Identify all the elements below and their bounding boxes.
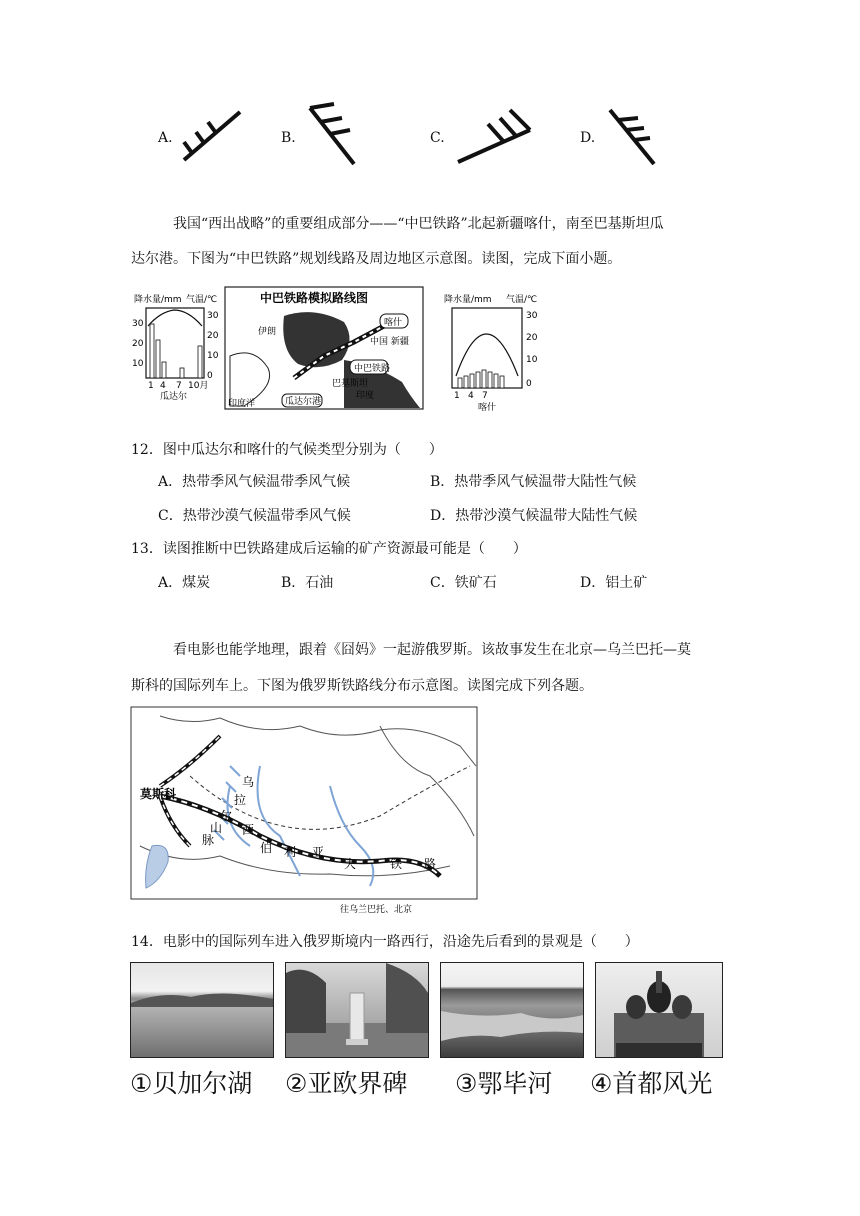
temp-label: 气温/℃ — [186, 295, 218, 305]
svg-text:利: 利 — [284, 845, 297, 859]
svg-text:7: 7 — [482, 391, 488, 401]
lake-baikal-photo — [130, 962, 274, 1058]
option-a-label: A. — [158, 130, 173, 146]
precip-label: 降水量/mm — [134, 295, 182, 305]
svg-text:0: 0 — [526, 379, 532, 389]
q12-option-d: D．热带沙漠气候温带大陆性气候 — [430, 508, 638, 524]
caption-3: ③鄂毕河 — [455, 1069, 553, 1098]
q12-stem: 12．图中瓜达尔和喀什的气候类型分别为（ ） — [131, 442, 443, 458]
svg-text:20: 20 — [526, 333, 538, 343]
q13-stem: 13．读图推断中巴铁路建成后运输的矿产资源最可能是（ ） — [131, 541, 527, 557]
kashgar-climate-chart — [442, 290, 542, 412]
gwadar-station-label: 瓜达尔 — [160, 392, 188, 400]
wind-barb-a-icon — [178, 104, 248, 168]
q13-option-d: D．铝土矿 — [580, 575, 648, 591]
svg-text:山: 山 — [210, 821, 223, 835]
svg-text:脉: 脉 — [202, 833, 215, 847]
svg-text:1: 1 — [454, 391, 460, 401]
svg-text:10: 10 — [526, 355, 538, 365]
option-d-label: D. — [580, 130, 596, 146]
moscow-cathedral-photo — [595, 962, 723, 1058]
wind-barb-c-icon — [452, 102, 536, 168]
q12-option-b: B．热带季风气候温带大陆性气候 — [430, 474, 637, 490]
map-title: 中巴铁路模拟路线图 — [260, 291, 369, 305]
ob-river-photo — [440, 962, 584, 1058]
svg-text:西: 西 — [242, 823, 255, 837]
svg-text:30: 30 — [207, 311, 219, 321]
passage1-line1: 我国“西出战略”的重要组成部分——“中巴铁路”北起新疆喀什，南至巴基斯坦瓜 — [173, 216, 664, 232]
svg-text:20: 20 — [132, 339, 144, 349]
svg-text:10: 10 — [132, 359, 144, 369]
moscow-label: 莫斯科 — [140, 787, 177, 801]
q12-option-c: C．热带沙漠气候温带季风气候 — [158, 508, 351, 524]
caption-2: ②亚欧界碑 — [285, 1069, 408, 1098]
svg-text:尔: 尔 — [220, 809, 233, 823]
passage2-line1: 看电影也能学地理，跟着《囧妈》一起游俄罗斯。该故事发生在北京—乌兰巴托—莫 — [173, 642, 691, 658]
svg-text:路: 路 — [424, 857, 437, 871]
svg-text:铁: 铁 — [390, 857, 403, 871]
svg-text:印度洋: 印度洋 — [228, 399, 256, 409]
passage2-line2: 斯科的国际列车上。下图为俄罗斯铁路线分布示意图。读图完成下列各题。 — [131, 678, 593, 694]
gwadar-climate-chart — [130, 290, 220, 400]
wind-barb-d-icon — [604, 104, 662, 168]
passage1-line2: 达尔港。下图为“中巴铁路”规划线路及周边地区示意图。读图，完成下面小题。 — [131, 251, 622, 267]
svg-text:瓜达尔港: 瓜达尔港 — [285, 397, 322, 407]
europe-asia-monument-photo — [285, 962, 429, 1058]
kashgar-station-label: 喀什 — [478, 403, 497, 412]
map-caption: 往乌兰巴托、北京 — [340, 905, 413, 915]
svg-text:1: 1 — [148, 381, 154, 391]
svg-text:大: 大 — [344, 857, 357, 871]
svg-text:拉: 拉 — [234, 793, 247, 807]
svg-text:10月: 10月 — [188, 381, 209, 391]
caption-1: ①贝加尔湖 — [130, 1069, 253, 1098]
caption-4: ④首都风光 — [590, 1069, 713, 1098]
svg-text:喀什: 喀什 — [384, 318, 403, 328]
svg-text:伯: 伯 — [260, 841, 273, 855]
q13-option-b: B．石油 — [281, 575, 334, 591]
q14-stem: 14．电影中的国际列车进入俄罗斯境内一路西行，沿途先后看到的景观是（ ） — [131, 934, 639, 950]
svg-text:10: 10 — [207, 351, 219, 361]
svg-text:20: 20 — [207, 331, 219, 341]
svg-text:伊朗: 伊朗 — [258, 327, 277, 337]
svg-text:印度: 印度 — [356, 391, 375, 401]
cpec-route-map — [224, 286, 424, 410]
wind-barb-b-icon — [300, 100, 364, 170]
russia-railway-map — [130, 706, 480, 916]
svg-text:30: 30 — [132, 319, 144, 329]
svg-text:4: 4 — [160, 381, 166, 391]
svg-text:亚: 亚 — [312, 845, 325, 859]
svg-text:气温/℃: 气温/℃ — [506, 295, 538, 305]
svg-text:0: 0 — [207, 371, 213, 381]
svg-text:4: 4 — [468, 391, 474, 401]
svg-text:乌: 乌 — [242, 775, 255, 789]
option-c-label: C. — [430, 130, 445, 146]
svg-text:7: 7 — [176, 381, 182, 391]
svg-text:降水量/mm: 降水量/mm — [444, 295, 492, 305]
q12-option-a: A．热带季风气候温带季风气候 — [158, 474, 351, 490]
q13-option-a: A．煤炭 — [158, 575, 211, 591]
svg-text:30: 30 — [526, 311, 538, 321]
option-b-label: B. — [281, 130, 296, 146]
svg-text:巴基斯坦: 巴基斯坦 — [332, 379, 369, 389]
q13-option-c: C．铁矿石 — [430, 575, 497, 591]
svg-text:中国 新疆: 中国 新疆 — [370, 337, 409, 347]
svg-text:中巴铁路: 中巴铁路 — [354, 364, 391, 374]
